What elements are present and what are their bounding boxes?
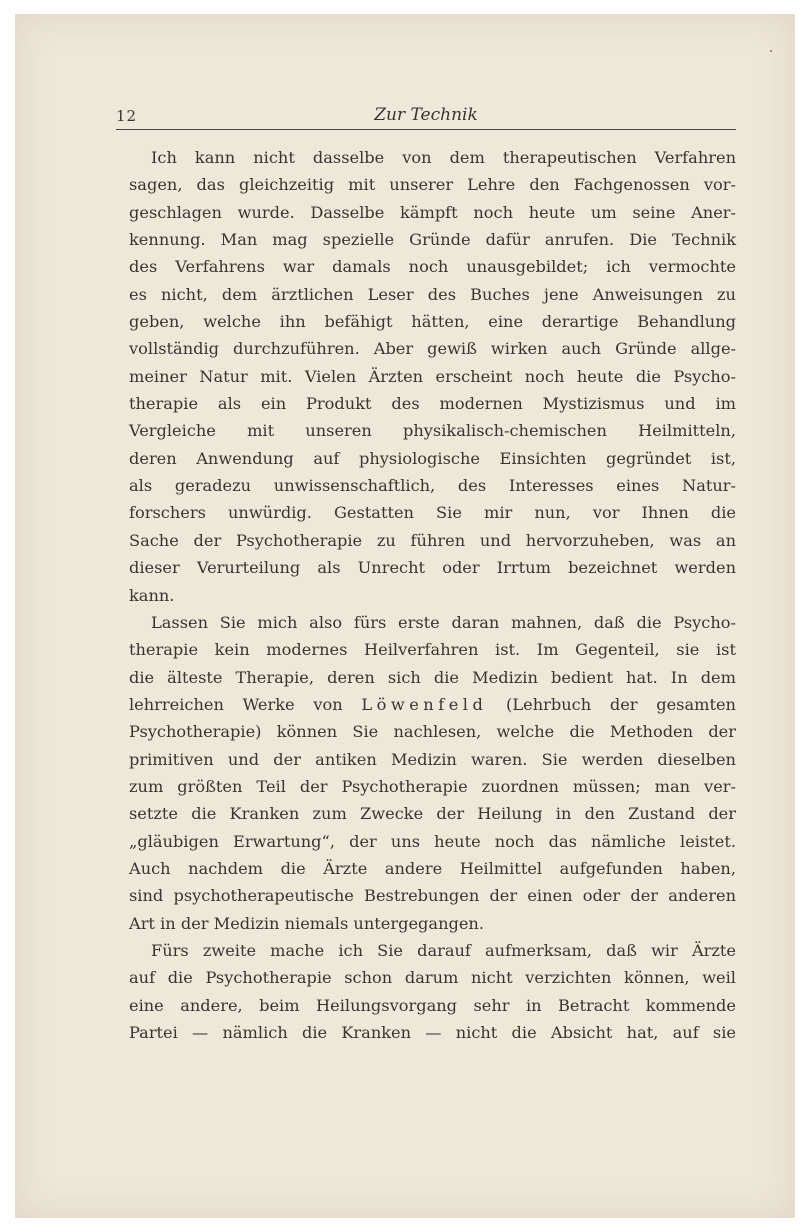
text-line: Sache der Psychotherapie zu führen und hervorzuheben, was an [129,530,736,550]
paper-speck [770,50,772,52]
page-number: 12 [116,107,138,125]
text-line: als geradezu unwissenschaftlich, des Interesses eines Natur- [129,476,736,496]
text-line: „gläubigen Erwartung“, der uns heute noch das nämliche leistet. [129,831,736,851]
text-line: Art in der Medizin niemals untergegangen. [129,913,485,933]
text-line: es nicht, dem ärztlichen Leser des Buches jene Anweisungen zu [129,284,736,304]
text-line: setzte die Kranken zum Zwecke der Heilung in den Zustand der [129,804,736,824]
text-line: des Verfahrens war damals noch unausgebildet; ich vermochte [129,257,736,277]
text-run: (Lehrbuch der gesamten [487,694,736,714]
text-line: therapie kein modernes Heilverfahren ist. Im Gegenteil, sie ist [129,640,736,660]
text-run: lehrreichen Werke von [129,694,362,714]
text-line: Partei — nämlich die Kranken — nicht die Absicht hat, auf sie [129,1023,736,1042]
text-line: forschers unwürdig. Gestatten Sie mir nun, vor Ihnen die [129,503,736,523]
paragraph-3 [129,937,736,1046]
text-line: primitiven und der antiken Medizin waren. Sie werden dieselben [129,749,736,769]
text-line: geschlagen wurde. Dasselbe kämpft noch heute um seine Aner- [129,202,736,222]
text-line: sagen, das gleichzeitig mit unserer Lehre den Fachgenossen vor- [129,175,736,195]
text-line: sind psychotherapeutische Bestrebungen der einen oder der anderen [129,886,736,906]
text-line: therapie als ein Produkt des modernen Mystizismus und im [129,394,736,414]
text-line: eine andere, beim Heilungsvorgang sehr in Betracht kommende [129,995,736,1015]
text-line: Psychotherapie) können Sie nachlesen, welche die Methoden der [129,722,736,742]
text-line: kann. [129,585,175,605]
body-text [129,144,736,1046]
text-line: deren Anwendung auf physiologische Einsichten gegründet ist, [129,448,736,468]
header-rule [116,129,736,130]
text-line: Fürs zweite mache ich Sie darauf aufmerksam, daß wir Ärzte [151,940,736,960]
text-line: zum größten Teil der Psychotherapie zuordnen müssen; man ver- [129,776,736,796]
text-line: Vergleiche mit unseren physikalisch-chemischen Heilmitteln, [129,421,736,441]
text-line: Auch nachdem die Ärzte andere Heilmittel aufgefunden haben, [129,858,736,878]
text-line: kennung. Man mag spezielle Gründe dafür anrufen. Die Technik [129,230,736,250]
text-line: geben, welche ihn befähigt hätten, eine derartige Behandlung [129,312,736,332]
text-line: dieser Verurteilung als Unrecht oder Irrtum bezeichnet werden [129,558,736,578]
paragraph-1 [129,144,736,609]
text-line: die älteste Therapie, deren sich die Medizin bedient hat. In dem [129,667,736,687]
text-line: meiner Natur mit. Vielen Ärzten erscheint noch heute die Psycho- [129,366,736,386]
text-line: Ich kann nicht dasselbe von dem therapeutischen Verfahren [151,148,736,167]
running-head: Zur Technik [374,105,478,125]
author-name-spaced: Löwenfeld [361,694,488,714]
text-line: auf die Psychotherapie schon darum nicht verzichten können, weil [129,968,736,988]
paragraph-2 [129,609,736,937]
text-line-with-spaced-name [129,691,736,718]
page-header [116,103,736,127]
text-line: Lassen Sie mich also fürs erste daran mahnen, daß die Psycho- [151,612,736,632]
text-line: vollständig durchzuführen. Aber gewiß wirken auch Gründe allge- [129,339,736,359]
